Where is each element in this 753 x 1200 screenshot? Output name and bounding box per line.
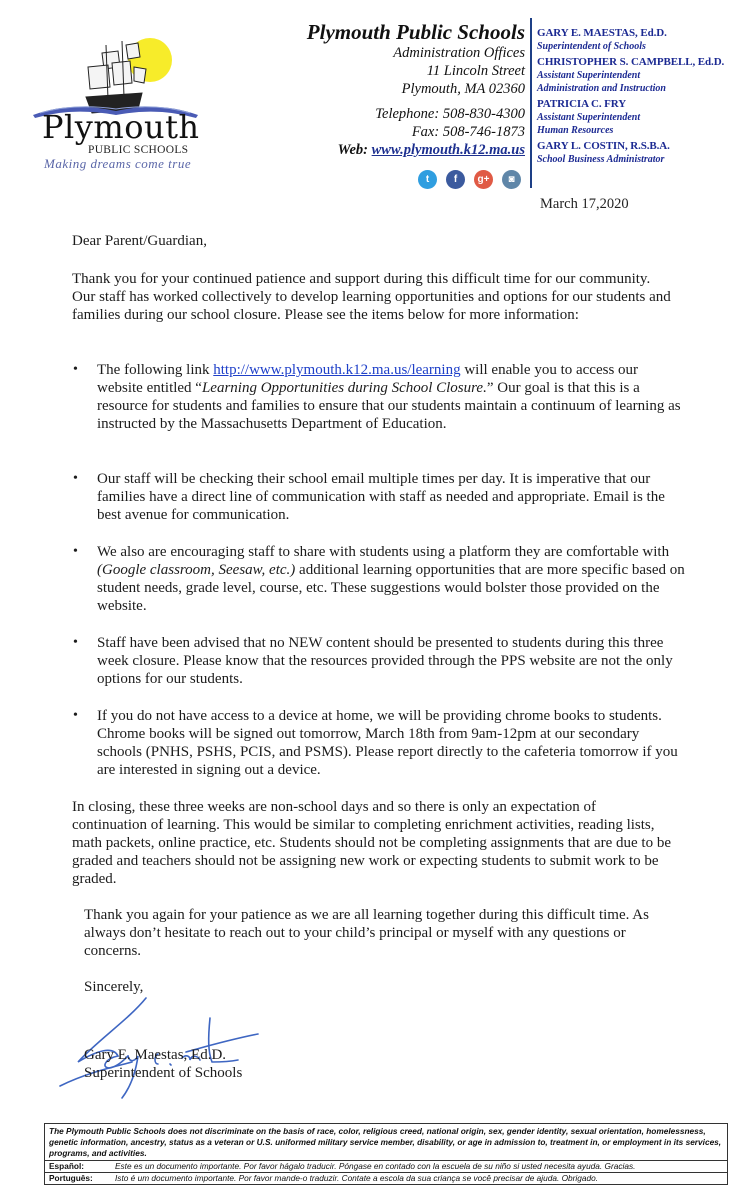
translation-row-spanish [45, 1161, 727, 1173]
administrator-entry [537, 27, 749, 53]
administrator-name: GARY E. MAESTAS, Ed.D. [537, 27, 667, 39]
web-label: Web: [337, 142, 368, 158]
bullet-icon: • [73, 471, 78, 486]
fax-number: 508-746-1873 [442, 124, 525, 140]
bullet-icon: • [73, 635, 78, 650]
bullet-item-learning-link: • The following link http://www.plymouth.k12.ma.us/learning will enable you to access our website entitled “Learning Opportunities during School Closure.” Our goal is that this is a resource for students and families to ensure that our students maintain a continuum of learning as instructed by the Massachusetts Department of Education. [73, 362, 681, 432]
web-line [307, 141, 525, 159]
administrator-title: Assistant Superintendent [537, 112, 641, 123]
administrator-title: Superintendent of Schools [537, 41, 646, 52]
translation-message: Este es un documento importante. Por favor hágalo traducir. Póngase en contado con la escuela de su niño si usted necesita ayuda. Gracias. [115, 1161, 636, 1171]
administrator-name: GARY L. COSTIN, R.S.B.A. [537, 140, 670, 152]
address-block [307, 20, 525, 159]
administrator-name: PATRICIA C. FRY [537, 98, 627, 110]
translation-row-portuguese [45, 1173, 727, 1184]
fax-line [307, 123, 525, 141]
administrator-entry [537, 56, 749, 95]
administrator-title: School Business Administrator [537, 154, 665, 165]
twitter-icon[interactable]: t [418, 170, 437, 189]
language-label: Português: [49, 1173, 93, 1183]
letter-date: March 17,2020 [540, 196, 629, 212]
logo-wordmark: Plymouth [42, 108, 200, 146]
organization-name: Plymouth Public Schools [306, 20, 525, 44]
fax-label: Fax: [411, 124, 440, 140]
logo-tagline: Making dreams come true [44, 156, 192, 171]
facebook-icon[interactable]: f [446, 170, 465, 189]
closing-paragraph: In closing, these three weeks are non-school days and so there is only an expectation of continuation of learning. This would be similar to completing enrichment activities, reading lists, math packets, online practice, etc. Students should not be completing assignments that are due to be graded and teachers should not be assigning new work or expecting students to submit work to be graded. [72, 799, 672, 887]
logo-subtitle: PUBLIC SCHOOLS [88, 144, 189, 156]
ship-icon [86, 41, 146, 113]
administrator-title: Administration and Instruction [537, 83, 666, 94]
social-icons [418, 170, 521, 189]
bullet-item-platforms: • We also are encouraging staff to share with students using a platform they are comfortable with (Google classroom, Seesaw, etc.) additional learning opportunities that are more specific based on student needs, grade level, course, etc. These suggestions would bolster those provided on the website. [73, 544, 685, 614]
bullet-icon: • [73, 708, 78, 723]
administrator-name: CHRISTOPHER S. CAMPBELL, Ed.D. [537, 56, 725, 68]
bullet-item-chromebooks: • If you do not have access to a device at home, we will be providing chrome books to students. Chrome books will be signed out tomorrow, March 18th from 9am-12pm at our secondary schools (PNHS, PSHS, PCIS, and PSMS). Please report directly to the cafeteria tomorrow if you are interested in signing out a device. [73, 708, 678, 778]
signoff: Sincerely, [84, 979, 144, 995]
signature-icon [58, 990, 278, 1100]
telephone-number: 508-830-4300 [442, 106, 525, 122]
learning-link[interactable]: http://www.plymouth.k12.ma.us/learning [213, 362, 461, 378]
signer-name: Gary E. Maestas, Ed.D. [84, 1047, 227, 1063]
administrator-title: Human Resources [537, 125, 614, 136]
signer-title: Superintendent of Schools [84, 1065, 243, 1081]
header-divider [530, 18, 532, 188]
street-address: 11 Lincoln Street [426, 63, 525, 79]
salutation: Dear Parent/Guardian, [72, 233, 207, 249]
administrator-entry [537, 140, 749, 166]
website-link[interactable]: www.plymouth.k12.ma.us [371, 142, 525, 158]
telephone-line [307, 105, 525, 123]
bullet-item-email: • Our staff will be checking their school email multiple times per day. It is imperative that our families have a direct line of communication with staff as needed and appropriate. Email is the best avenue for communication. [73, 471, 665, 523]
bullet-item-no-new-content: • Staff have been advised that no NEW content should be presented to students during this three week closure. Please know that the resources provided through the PPS website are not the only options for our students. [73, 635, 673, 687]
bullet-icon: • [73, 544, 78, 559]
thanks-paragraph: Thank you again for your patience as we are all learning together during this difficult time. As always don’t hesitate to reach out to your child’s principal or myself with any questions or concerns. [84, 907, 649, 959]
telephone-label: Telephone: [375, 106, 440, 122]
nondiscrimination-notice: The Plymouth Public Schools does not discriminate on the basis of race, color, religious creed, national origin, sex, gender identity, sexual orientation, homelessness, genetic information, ancestry, status as a veteran or U.S. uniformed military service member, disability, or age in admission to, treatment in, or employment in its services, programs, and activities. [45, 1124, 727, 1161]
city-address: Plymouth, MA 02360 [401, 81, 525, 97]
administrator-title: Assistant Superintendent [537, 70, 641, 81]
administrator-entry [537, 98, 749, 137]
administrator-list [537, 27, 749, 169]
nondiscrimination-footer [44, 1123, 728, 1185]
office-name: Administration Offices [393, 45, 525, 61]
bullet-icon: • [73, 362, 78, 377]
translation-message: Isto é um documento importante. Por favor mande-o traduzir. Contate a escola da sua criança se você precisar de ajuda. Obrigado. [115, 1173, 599, 1183]
google-plus-icon[interactable]: g+ [474, 170, 493, 189]
instagram-icon[interactable]: ◙ [502, 170, 521, 189]
intro-paragraph: Thank you for your continued patience and support during this difficult time for our community. Our staff has worked collectively to develop learning opportunities and options for our students and families during our school closure. Please see the items below for more information: [72, 271, 671, 323]
language-label: Español: [49, 1161, 85, 1171]
